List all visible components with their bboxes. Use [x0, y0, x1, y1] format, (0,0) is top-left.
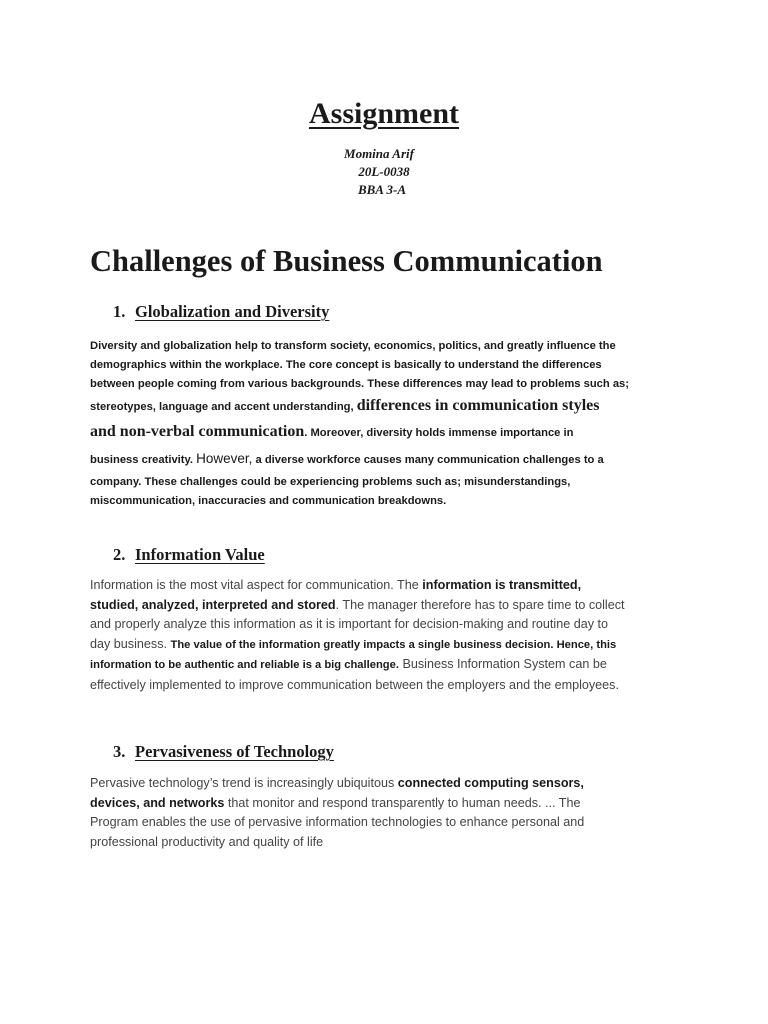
line-text: day business. — [90, 636, 168, 651]
line-text: Pervasive technology’s trend is increasingly ubiquitous — [90, 776, 395, 790]
author-block — [0, 145, 768, 199]
paragraph-line-mixed — [90, 794, 690, 814]
line-text: that monitor and respond transparently to human needs. ... The — [227, 795, 581, 810]
line-text: Information is the most vital aspect for communication. The — [90, 578, 419, 592]
line-text: stereotypes, language and accent understanding, — [90, 401, 354, 413]
section-title: Information Value — [135, 545, 265, 564]
section-body-information-value — [90, 576, 690, 695]
emphasis-text: differences in communication styles — [356, 397, 600, 414]
main-heading: Challenges of Business Communication — [90, 244, 603, 278]
paragraph-line: and properly analyze this information as it is important for decision-making and routine day to — [90, 617, 609, 631]
author-roll-number: 20L-0038 — [358, 164, 410, 179]
paragraph-line: demographics within the workplace. The core concept is basically to understand the differences — [90, 359, 602, 371]
emphasis-text: connected computing sensors, — [397, 776, 584, 790]
paragraph-line-mixed — [90, 774, 690, 794]
section-title: Globalization and Diversity — [135, 302, 330, 321]
paragraph-line-mixed — [90, 635, 690, 656]
section-number: 3. — [113, 742, 126, 761]
emphasis-text: studied, analyzed, interpreted and stored — [90, 597, 336, 612]
line-text: Business Information System can be — [402, 657, 607, 671]
section-heading-globalization — [113, 302, 329, 322]
paragraph-line: between people coming from various backgrounds. These differences may lead to problems such as; — [90, 378, 630, 390]
emphasis-text: information is transmitted, — [422, 578, 582, 592]
author-name: Momina Arif — [344, 146, 414, 161]
author-class: BBA 3-A — [357, 182, 407, 197]
section-number: 2. — [113, 545, 126, 564]
section-heading-pervasiveness — [113, 742, 334, 762]
paragraph-line-mixed — [90, 655, 690, 676]
line-text: business creativity. — [90, 454, 194, 466]
emphasis-text: and non-verbal communication — [90, 423, 305, 440]
paragraph-line: effectively implemented to improve communication between the employers and the employees. — [90, 677, 619, 692]
paragraph-line: Diversity and globalization help to transform society, economics, politics, and greatly influence the — [90, 340, 616, 352]
paragraph-line-mixed — [90, 446, 680, 473]
document-title: Assignment — [308, 97, 459, 130]
paragraph-line: professional productivity and quality of life — [90, 834, 324, 849]
section-heading-information-value — [113, 545, 265, 565]
paragraph-line-mixed — [90, 394, 680, 419]
section-body-globalization — [90, 337, 680, 511]
line-text: . The manager therefore has to spare time to collect — [335, 597, 625, 612]
section-title: Pervasiveness of Technology — [135, 742, 334, 761]
section-body-pervasiveness — [90, 774, 690, 852]
line-text: . Moreover, diversity holds immense importance in — [304, 427, 574, 439]
paragraph-line-mixed — [90, 419, 680, 446]
paragraph-line: Program enables the use of pervasive information technologies to enhance personal and — [90, 815, 585, 829]
emphasis-text: devices, and networks — [90, 795, 225, 810]
line-text: a diverse workforce causes many communication challenges to a — [255, 454, 604, 466]
paragraph-line: miscommunication, inaccuracies and communication breakdowns. — [90, 495, 447, 507]
emphasis-text: The value of the information greatly impacts a single business decision. Hence, this — [170, 638, 617, 651]
emphasis-text: information to be authentic and reliable is a big challenge. — [90, 659, 399, 671]
section-number: 1. — [113, 302, 126, 321]
emphasis-text: However, — [196, 451, 253, 466]
paragraph-line: company. These challenges could be experiencing problems such as; misunderstandings, — [90, 476, 571, 488]
paragraph-line-mixed — [90, 596, 690, 616]
paragraph-line-mixed — [90, 576, 690, 596]
